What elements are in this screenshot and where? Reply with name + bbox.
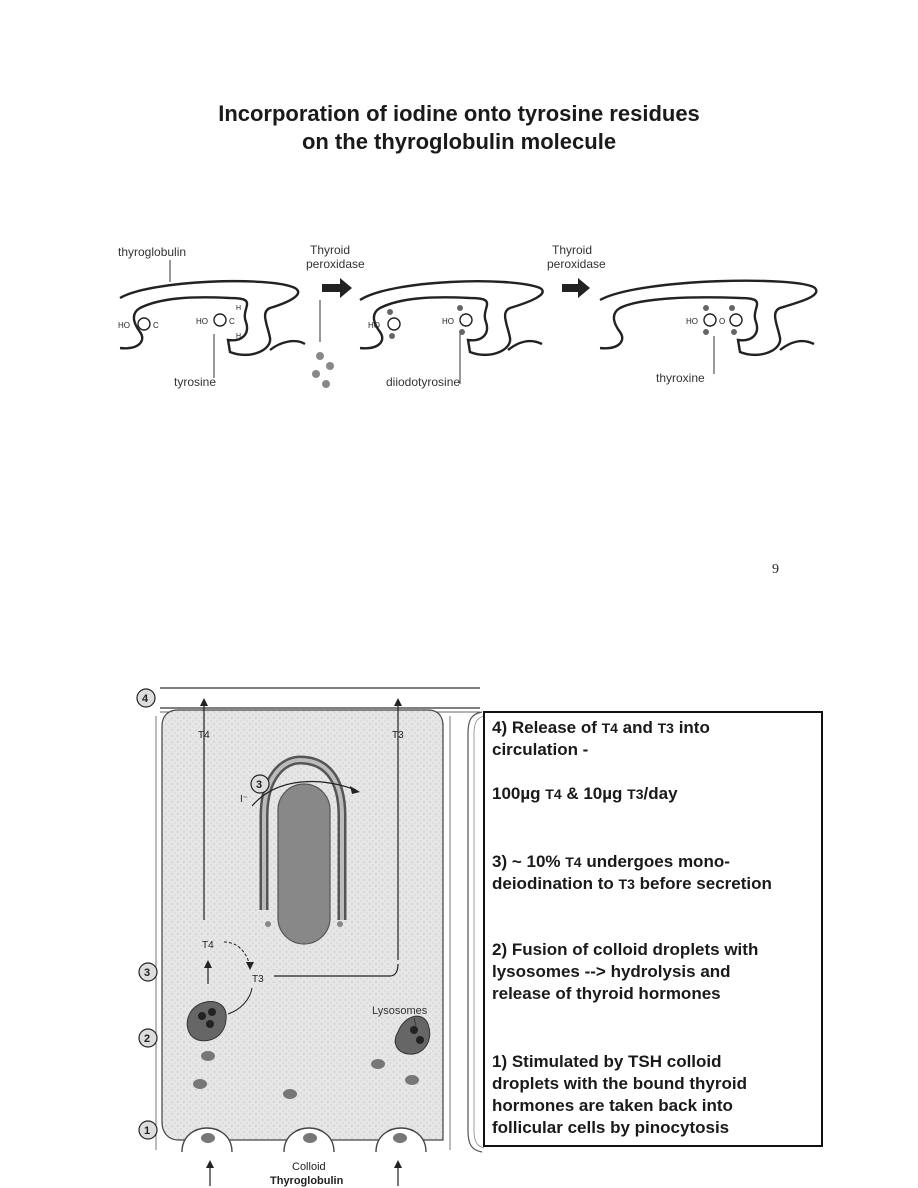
svg-text:HO: HO: [686, 317, 698, 326]
title-line-2: on the thyroglobulin molecule: [301, 129, 617, 154]
label-thyroxine: thyroxine: [656, 371, 705, 385]
svg-text:HO: HO: [442, 317, 454, 326]
step-4-marker: [137, 689, 155, 707]
label-thyroglobulin: thyroglobulin: [118, 245, 187, 259]
arrow-1: [322, 278, 352, 298]
label-diiodotyrosine: diiodotyrosine: [386, 375, 461, 389]
iodide-label: I⁻: [240, 794, 249, 805]
enzyme-1-label-bottom: peroxidase: [306, 257, 365, 271]
svg-text:2: 2: [144, 1033, 151, 1045]
enzyme-1-label-top: Thyroid: [310, 243, 351, 257]
svg-text:1: 1: [144, 1125, 151, 1137]
page-title: [0, 100, 918, 156]
svg-text:3: 3: [144, 967, 151, 979]
svg-text:C: C: [153, 321, 159, 330]
enzyme-2-label-bottom: peroxidase: [547, 257, 606, 271]
info-box: [483, 711, 823, 1147]
svg-text:O: O: [719, 317, 726, 326]
t3-top-label: T3: [392, 730, 404, 741]
svg-text:HO: HO: [368, 321, 380, 330]
page-number: 9: [772, 562, 779, 577]
svg-text:HO: HO: [118, 321, 130, 330]
arrow-2: [562, 278, 590, 298]
t4-top-label: T4: [198, 730, 210, 741]
svg-text:C: C: [229, 317, 235, 326]
step-1-text: 1) Stimulated by TSH colloid droplets with the bound thyroid hormones are taken back into follicular cells by pinocytosis: [492, 1052, 747, 1137]
step-2-marker: [139, 1029, 157, 1047]
enzyme-2-label-top: Thyroid: [552, 243, 593, 257]
svg-text:3: 3: [256, 779, 263, 791]
title-line-1: Incorporation of iodine onto tyrosine residues: [218, 101, 700, 126]
colloid-label: Colloid: [292, 1161, 326, 1173]
nucleus: [278, 784, 330, 944]
svg-text:4: 4: [142, 693, 149, 705]
t3-mid-label: T3: [252, 974, 264, 985]
dose-text: 100µg T4 & 10µg T3/day: [492, 784, 678, 803]
label-tyrosine: tyrosine: [174, 375, 217, 389]
lysosomes-label: Lysosomes: [372, 1005, 428, 1017]
svg-text:H: H: [236, 333, 242, 340]
thyroglobulin-label: Thyroglobulin: [270, 1175, 344, 1187]
svg-text:H: H: [236, 305, 242, 312]
step-1-marker: [139, 1121, 157, 1139]
step-3-inner-marker: [251, 775, 269, 793]
thyroglobulin-molecule-3: [600, 281, 816, 355]
follicular-cell-diagram: [128, 680, 488, 1188]
iodination-diagram: [110, 238, 830, 408]
svg-text:HO: HO: [196, 317, 208, 326]
step-2-text: 2) Fusion of colloid droplets with lysosomes --> hydrolysis and release of thyroid hormones: [492, 940, 759, 1003]
t4-mid-label: T4: [202, 940, 214, 951]
step-3-text: 3) ~ 10% T4 undergoes mono- deiodination to T3 before secretion: [492, 852, 772, 893]
step-3-marker: [139, 963, 157, 981]
step-4-text: 4) Release of T4 and T3 into circulation -: [492, 718, 710, 759]
